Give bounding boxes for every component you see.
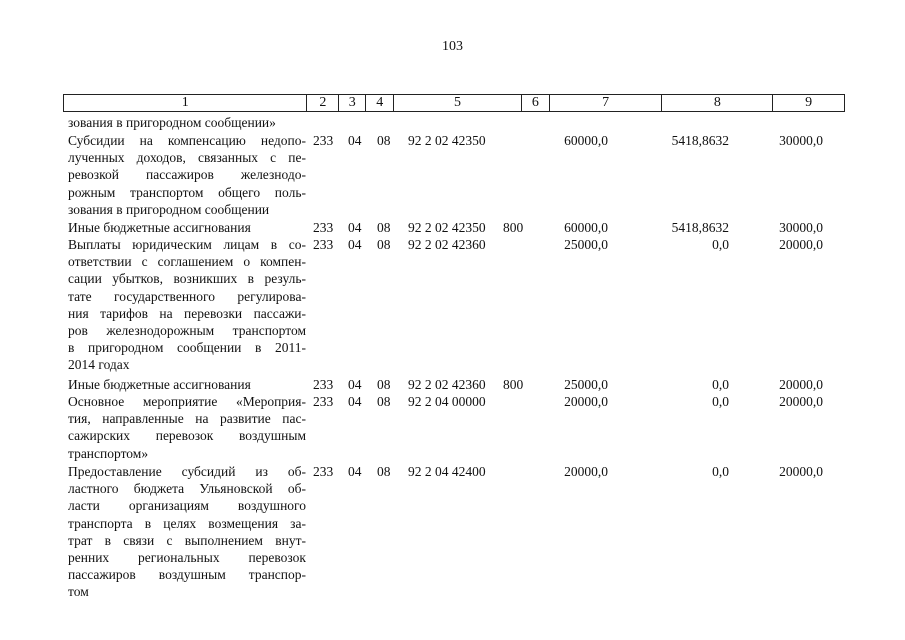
description-line: зования в пригородном сообщении» — [68, 115, 276, 130]
row-description — [68, 236, 306, 374]
cell-c9: 20000,0 — [779, 394, 823, 409]
description-line: Основное мероприятие «Мероприя- — [68, 394, 306, 409]
cell-csr: 92 2 02 42360 — [408, 237, 486, 252]
cell-rz: 04 — [348, 220, 362, 235]
cell-c7: 25000,0 — [564, 237, 608, 252]
cell-rz: 04 — [348, 133, 362, 148]
cell-ved: 233 — [313, 220, 334, 235]
header-cell-6: 6 — [522, 95, 550, 111]
table-row — [0, 463, 905, 601]
table-row — [0, 393, 905, 462]
cell-c7: 25000,0 — [564, 377, 608, 392]
description-line: лученных доходов, связанных с пе- — [68, 150, 306, 166]
description-line: ния тарифов на перевозки пассажи- — [68, 305, 306, 321]
table-row — [0, 132, 905, 218]
table-header-row — [63, 94, 845, 112]
row-description — [68, 114, 306, 131]
header-cell-3: 3 — [339, 95, 366, 111]
cell-rz: 04 — [348, 237, 362, 252]
cell-ved: 233 — [313, 377, 334, 392]
cell-rz: 04 — [348, 464, 362, 479]
cell-pr: 08 — [377, 394, 391, 409]
cell-c7: 60000,0 — [564, 133, 608, 148]
cell-ved: 233 — [313, 464, 334, 479]
cell-c8: 0,0 — [712, 377, 729, 392]
description-line: Иные бюджетные ассигнования — [68, 220, 251, 235]
row-description — [68, 376, 306, 393]
description-line: транспорта в целях возмещения за- — [68, 515, 306, 531]
cell-vr: 800 — [503, 220, 524, 235]
cell-csr: 92 2 04 00000 — [408, 394, 486, 409]
cell-c7: 20000,0 — [564, 394, 608, 409]
description-line: тате государственного регулирова- — [68, 288, 306, 304]
description-line: ревозкой пассажиров железнодо- — [68, 167, 306, 183]
description-line: 2014 годах — [68, 357, 130, 373]
cell-c8: 0,0 — [712, 237, 729, 252]
description-line: пассажиров воздушным транспор- — [68, 567, 306, 583]
cell-c9: 20000,0 — [779, 237, 823, 252]
cell-csr: 92 2 04 42400 — [408, 464, 486, 479]
header-cell-2: 2 — [307, 95, 339, 111]
cell-rz: 04 — [348, 394, 362, 409]
description-line: зования в пригородном сообщении — [68, 201, 270, 217]
cell-c9: 30000,0 — [779, 133, 823, 148]
table-row — [0, 114, 905, 131]
description-line: сажирских перевозок воздушным — [68, 428, 306, 444]
cell-pr: 08 — [377, 133, 391, 148]
description-line: Субсидии на компенсацию недопо- — [68, 133, 306, 148]
row-description — [68, 132, 306, 218]
description-line: ластного бюджета Ульяновской об- — [68, 481, 306, 497]
header-cell-8: 8 — [662, 95, 773, 111]
row-description — [68, 219, 306, 236]
cell-c9: 20000,0 — [779, 377, 823, 392]
header-cell-7: 7 — [550, 95, 663, 111]
header-cell-5: 5 — [394, 95, 522, 111]
description-line: тия, направленные на развитие пас- — [68, 411, 306, 427]
page-number: 103 — [442, 39, 463, 54]
description-line: ров железнодорожным транспортом — [68, 323, 306, 339]
cell-c8: 0,0 — [712, 394, 729, 409]
header-cell-4: 4 — [366, 95, 394, 111]
description-line: Иные бюджетные ассигнования — [68, 377, 251, 392]
description-line: ласти организациям воздушного — [68, 498, 306, 514]
description-line: трат в связи с выполнением внут- — [68, 532, 306, 548]
cell-c9: 30000,0 — [779, 220, 823, 235]
cell-pr: 08 — [377, 237, 391, 252]
description-line: ответствии с соглашением о компен- — [68, 254, 306, 270]
cell-csr: 92 2 02 42350 — [408, 220, 486, 235]
row-description — [68, 463, 306, 601]
cell-ved: 233 — [313, 237, 334, 252]
cell-c8: 5418,8632 — [671, 220, 729, 235]
description-line: том — [68, 584, 89, 600]
cell-csr: 92 2 02 42360 — [408, 377, 486, 392]
cell-pr: 08 — [377, 464, 391, 479]
cell-pr: 08 — [377, 220, 391, 235]
description-line: Выплаты юридическим лицам в со- — [68, 237, 306, 252]
cell-c7: 60000,0 — [564, 220, 608, 235]
cell-c8: 5418,8632 — [671, 133, 729, 148]
header-cell-1: 1 — [64, 95, 307, 111]
table-row — [0, 236, 905, 374]
cell-c8: 0,0 — [712, 464, 729, 479]
cell-vr: 800 — [503, 377, 524, 392]
description-line: транспортом» — [68, 445, 149, 461]
header-cell-9: 9 — [805, 95, 813, 110]
description-line: сации убытков, возникших в резуль- — [68, 271, 306, 287]
cell-ved: 233 — [313, 394, 334, 409]
description-line: рожным транспортом общего поль- — [68, 184, 306, 200]
cell-c7: 20000,0 — [564, 464, 608, 479]
description-line: ренних региональных перевозок — [68, 550, 306, 566]
cell-ved: 233 — [313, 133, 334, 148]
cell-pr: 08 — [377, 377, 391, 392]
row-description — [68, 393, 306, 462]
description-line: в пригородном сообщении в 2011- — [68, 340, 306, 356]
cell-c9: 20000,0 — [779, 464, 823, 479]
description-line: Предоставление субсидий из об- — [68, 464, 306, 479]
cell-csr: 92 2 02 42350 — [408, 133, 486, 148]
cell-rz: 04 — [348, 377, 362, 392]
table-row — [0, 376, 905, 393]
table-row — [0, 219, 905, 236]
